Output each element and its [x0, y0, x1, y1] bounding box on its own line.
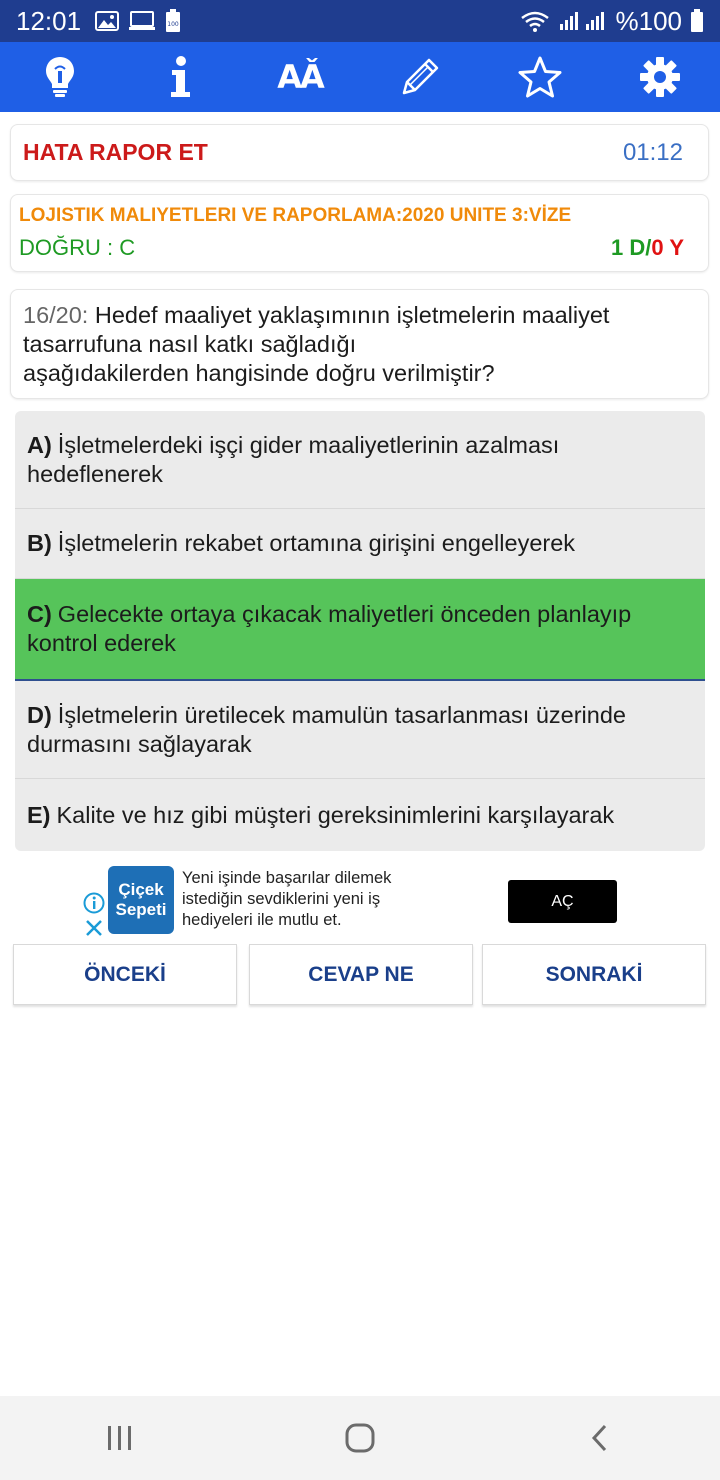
option-text: İşletmelerdeki işçi gider maaliyetlerinin azalması hedeflenerek — [27, 431, 560, 487]
image-icon — [95, 11, 119, 31]
option-a[interactable] — [15, 411, 705, 509]
question-text-line2: aşağıdakilerden hangisinde doğru verilmiştir? — [23, 360, 495, 386]
svg-text:100: 100 — [167, 21, 179, 28]
next-button[interactable]: SONRAKİ — [482, 944, 706, 1005]
ad-logo-line2: Sepeti — [115, 900, 167, 919]
question-card — [10, 289, 709, 399]
app-toolbar — [0, 42, 720, 112]
option-b[interactable] — [15, 509, 705, 579]
status-time: 12:01 — [16, 5, 82, 36]
option-text: Kalite ve hız gibi müşteri gereksinimlerini karşılayarak — [56, 801, 615, 828]
score — [611, 235, 684, 261]
font-size-button[interactable] — [270, 47, 330, 107]
ad-text: Yeni işinde başarılar dilemek istediğin sevdiklerini yeni iş hediyeleri ile mutlu et. — [182, 869, 392, 929]
notes-button[interactable] — [390, 47, 450, 107]
ad-banner[interactable] — [80, 866, 640, 940]
question-navigation — [13, 944, 707, 1005]
info-icon — [168, 56, 192, 98]
settings-icon — [638, 55, 682, 99]
wifi-icon — [520, 10, 550, 32]
ad-close-icon[interactable] — [84, 918, 104, 938]
recent-apps-icon — [105, 1424, 135, 1452]
home-icon — [344, 1422, 376, 1454]
favorite-button[interactable] — [510, 47, 570, 107]
monitor-icon — [129, 10, 155, 32]
option-c[interactable] — [15, 579, 705, 681]
option-letter: C) — [27, 601, 52, 627]
option-text: İşletmelerin üretilecek mamulün tasarlanması üzerinde durmasını sağlayarak — [27, 701, 626, 757]
ad-logo — [108, 866, 174, 934]
course-title: LOJISTIK MALIYETLERI VE RAPORLAMA:2020 UNITE 3:VİZE — [19, 205, 572, 226]
option-e[interactable] — [15, 779, 705, 851]
report-error-button[interactable]: HATA RAPOR ET — [23, 139, 208, 165]
battery-icon — [690, 9, 704, 33]
score-separator: / — [645, 235, 652, 260]
lightbulb-icon — [43, 55, 77, 99]
signal-icon — [558, 10, 608, 32]
answer-options — [15, 411, 705, 851]
score-wrong: 0 Y — [651, 235, 684, 260]
previous-button[interactable]: ÖNCEKİ — [13, 944, 237, 1005]
recent-apps-button[interactable] — [80, 1408, 160, 1468]
star-icon — [517, 55, 563, 99]
option-text: Gelecekte ortaya çıkacak maliyetleri önceden planlayıp kontrol ederek — [27, 601, 632, 656]
question-timer: 01:12 — [622, 138, 683, 166]
battery-saver-icon — [165, 9, 181, 33]
option-letter: B) — [27, 530, 52, 556]
question-number: 16/20: — [23, 302, 89, 328]
course-info-card — [10, 194, 709, 272]
font-size-icon: AǍ — [277, 58, 323, 96]
option-letter: E) — [27, 801, 51, 828]
back-icon — [589, 1423, 611, 1453]
system-navigation-bar — [0, 1396, 720, 1480]
back-button[interactable] — [560, 1408, 640, 1468]
battery-percent: %100 — [615, 5, 682, 36]
show-answer-button[interactable]: CEVAP NE — [249, 944, 473, 1005]
ad-logo-line1: Çiçek — [118, 880, 164, 899]
report-card — [10, 124, 709, 181]
option-text: İşletmelerin rekabet ortamına girişini engelleyerek — [57, 530, 576, 556]
hint-button[interactable] — [30, 47, 90, 107]
pencil-icon — [398, 55, 442, 99]
correct-answer-label: DOĞRU : C — [19, 235, 136, 260]
ad-open-button[interactable]: AÇ — [508, 880, 617, 923]
ad-info-icon[interactable] — [83, 892, 105, 914]
settings-button[interactable] — [630, 47, 690, 107]
option-d[interactable] — [15, 681, 705, 779]
info-button[interactable] — [150, 47, 210, 107]
option-letter: D) — [27, 701, 52, 728]
score-correct: 1 D — [611, 235, 646, 260]
option-letter: A) — [27, 431, 52, 458]
question-text: Hedef maaliyet yaklaşımının işletmelerin maaliyet tasarrufuna nasıl katkı sağladığı — [23, 302, 610, 357]
status-bar — [0, 0, 720, 42]
home-button[interactable] — [320, 1408, 400, 1468]
